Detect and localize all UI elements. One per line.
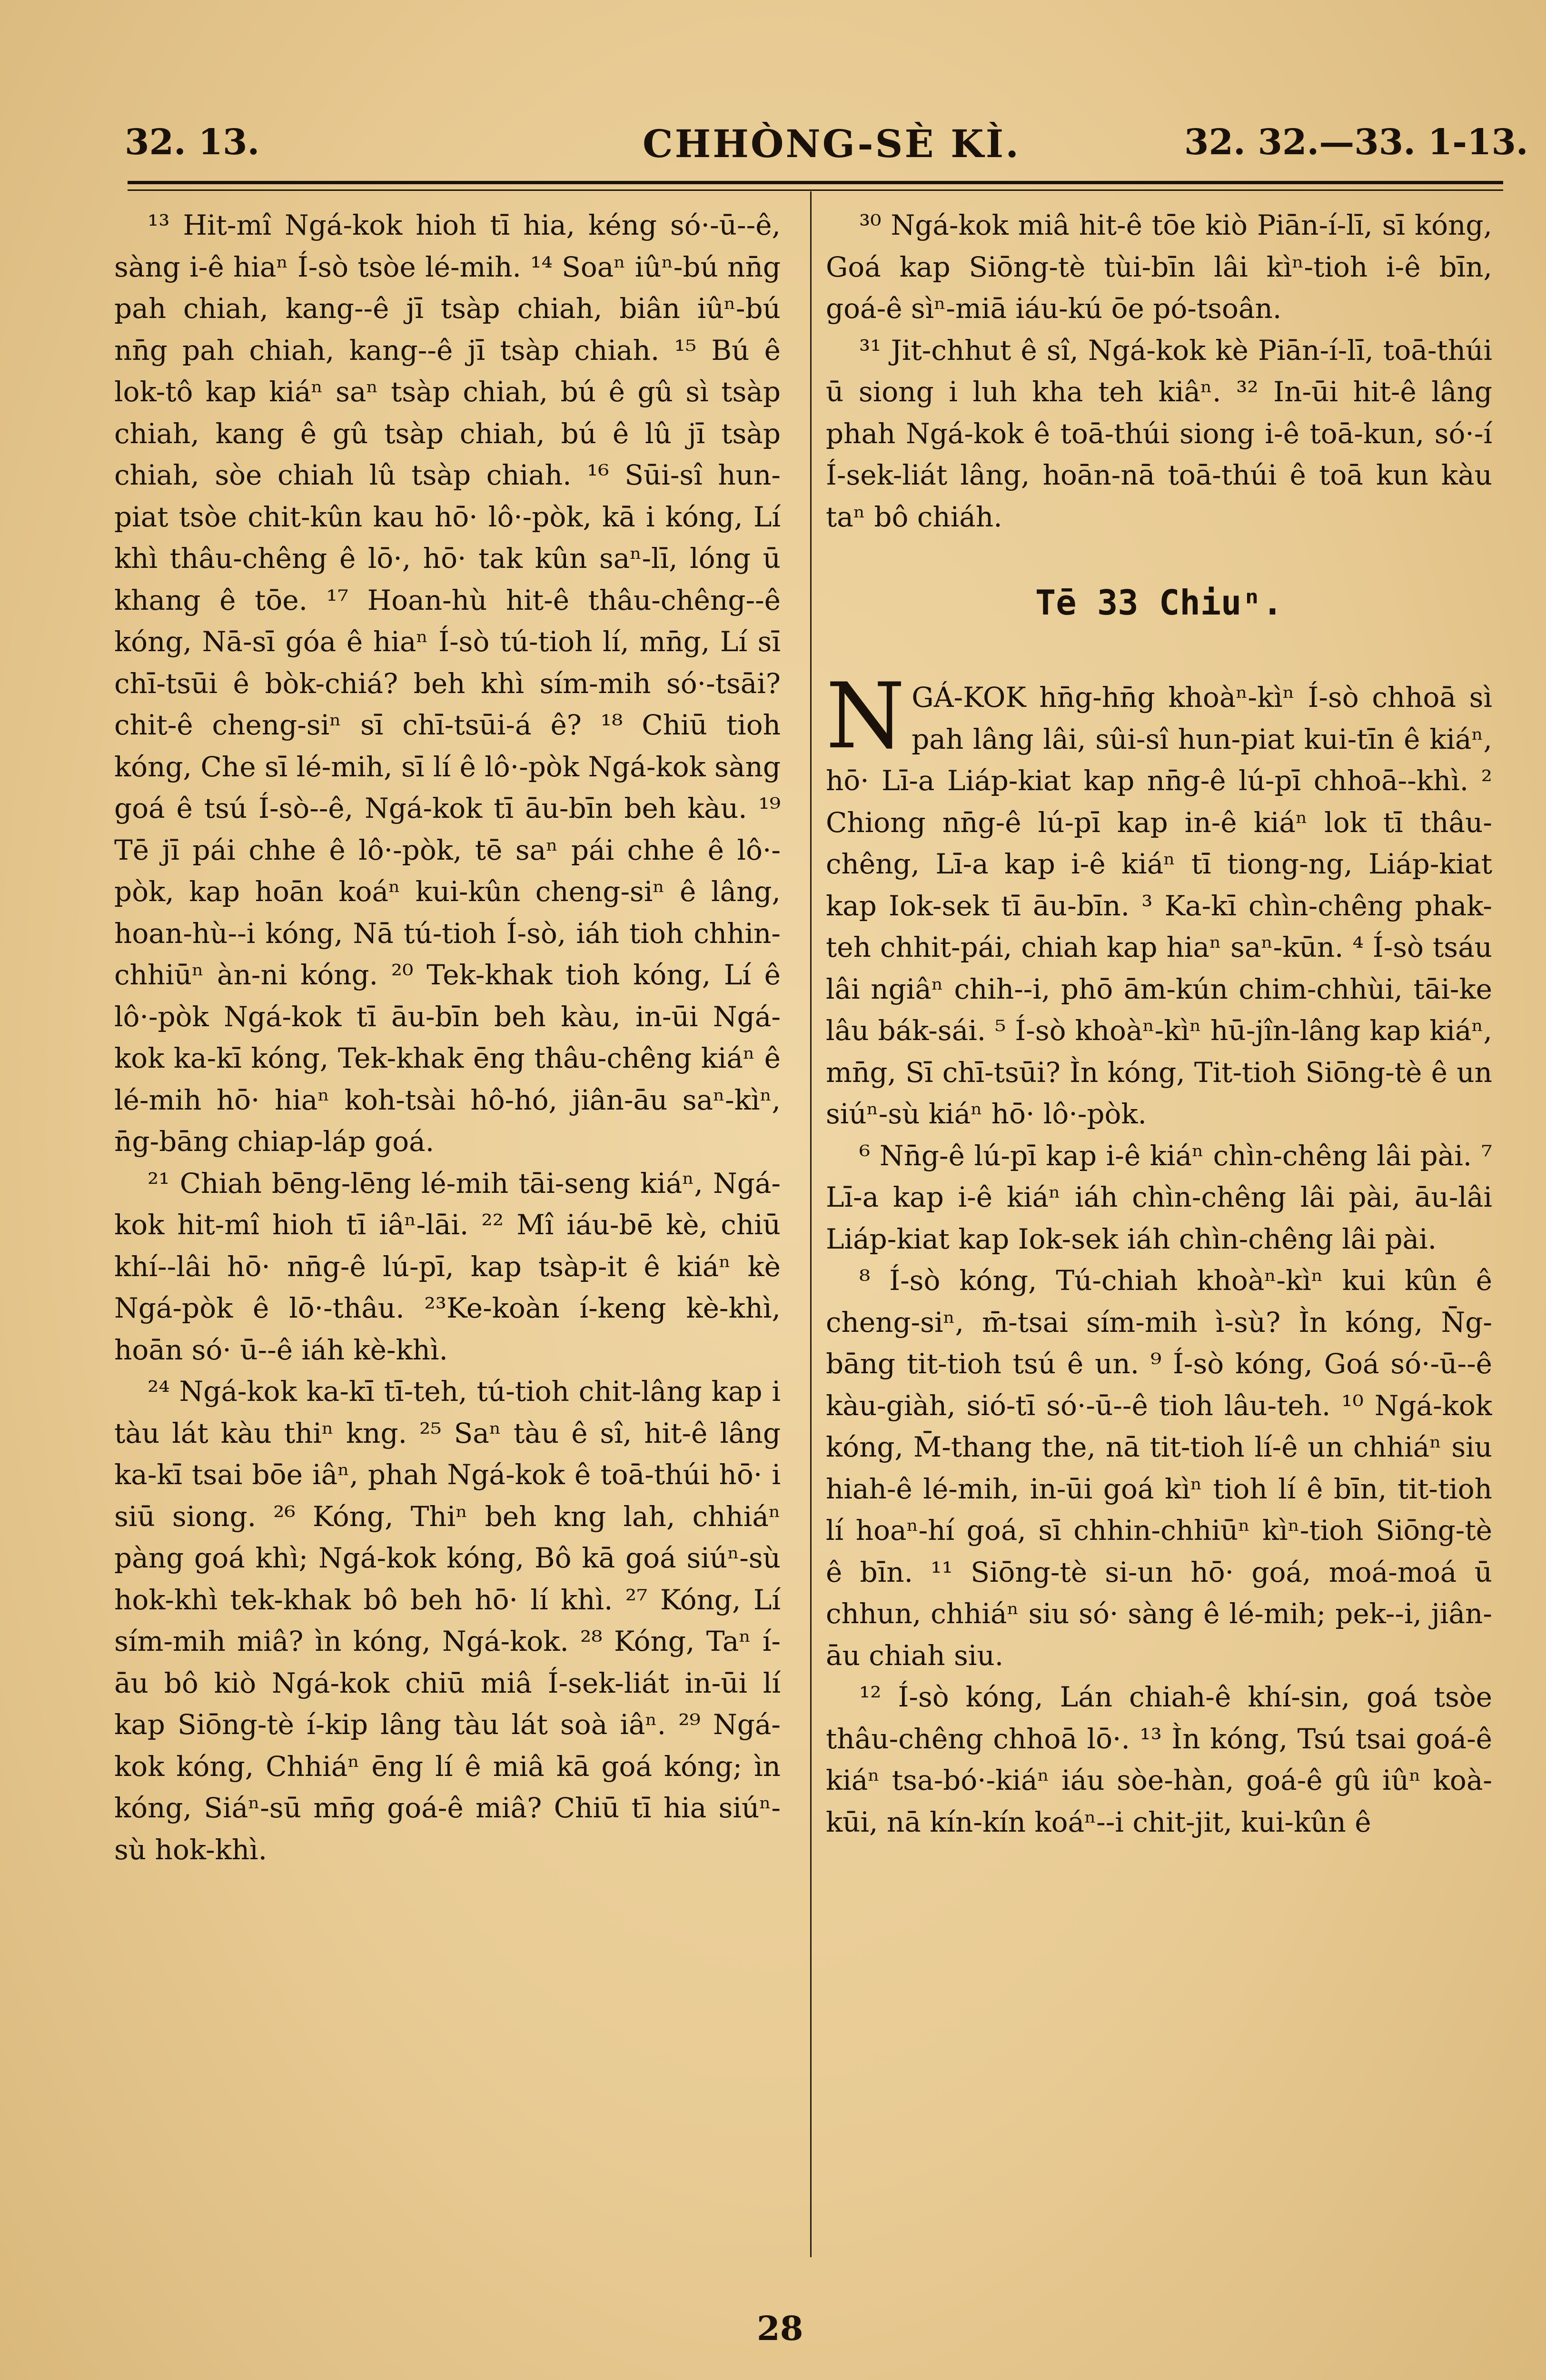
paragraph: ³¹ Jit-chhut ê sî, Ngá-kok kè Piān-í-lī, toā-thúi ū siong i luh kha teh kiâⁿ. ³² In-ūi hit-ê lâng phah Ngá-kok ê toā-thúi siong i-ê toā-kun, só·-í Í-sek-liát lâng, hoān-nā toā-thúi ê toā kun kàu taⁿ bô chiáh. [826,334,1492,533]
paragraph: ⁶ Nn̄g-ê lú-pī kap i-ê kiáⁿ chìn-chêng lâi pài. ⁷ Lī-a kap i-ê kiáⁿ iáh chìn-chêng lâi pài, āu-lâi Liáp-kiat kap Iok-sek iáh chìn-chêng lâi pài. [826,1139,1492,1255]
paragraph: ³⁰ Ngá-kok miâ hit-ê tōe kiò Piān-í-lī, sī kóng, Goá kap Siōng-tè tùi-bīn lâi kìⁿ-tioh i-ê bīn, goá-ê sìⁿ-miā iáu-kú ōe pó-tsoân. [826,209,1492,325]
page-number: 28 [757,2309,803,2348]
paragraph: ¹³ Hit-mî Ngá-kok hioh tī hia, kéng só·-ū--ê, sàng i-ê hiaⁿ Í-sò tsòe lé-mih. ¹⁴ Soaⁿ iûⁿ-bú nn̄g pah chiah, kang--ê jī tsàp chiah, biân iûⁿ-bú nn̄g pah chiah, kang--ê jī tsàp chiah. ¹⁵ Bú ê lok-tô kap kiáⁿ saⁿ tsàp chiah, bú ê gû sì tsàp chiah, kang ê gû tsàp chiah, bú ê lû jī tsàp chiah, sòe chiah lû tsàp chiah. ¹⁶ Sūi-sî hun-piat tsòe chit-kûn kau hō· lô·-pòk, kā i kóng, Lí khì thâu-chêng ê lō·, hō· tak kûn saⁿ-lī, lóng ū khang ê tōe. ¹⁷ Hoan-hù hit-ê thâu-chêng--ê kóng, Nā-sī góa ê hiaⁿ Í-sò tú-tioh lí, mn̄g, Lí sī chī-tsūi ê bòk-chiá? beh khì sím-mih só·-tsāi? chit-ê cheng-siⁿ sī chī-tsūi-á ê? ¹⁸ Chiū tioh kóng, Che sī lé-mih, sī lí ê lô·-pòk Ngá-kok sàng goá ê tsú Í-sò--ê, Ngá-kok tī āu-bīn beh kàu. ¹⁹ Tē jī pái chhe ê lô·-pòk, tē saⁿ pái chhe ê lô·-pòk, kap hoān koáⁿ kui-kûn cheng-siⁿ ê lâng, hoan-hù--i kóng, Nā tú-tioh Í-sò, iáh tioh chhin-chhiūⁿ àn-ni kóng. ²⁰ Tek-khak tioh kóng, Lí ê lô·-pòk Ngá-kok tī āu-bīn beh kàu, in-ūi Ngá-kok ka-kī kóng, Tek-khak ēng thâu-chêng kiáⁿ ê lé-mih hō· hiaⁿ koh-tsài hô-hó, jiân-āu saⁿ-kìⁿ, n̄g-bāng chiap-láp goá. [114,209,781,1158]
header-book-title: CHHÒNG-SÈ KÌ. [643,121,1021,166]
first-paragraph-text: GÁ-KOK hn̄g-hn̄g khoàⁿ-kìⁿ Í-sò chhoā sì pah lâng lâi, sûi-sî hun-piat kui-tīn ê kiáⁿ, hō· Lī-a Liáp-kiat kap nn̄g-ê lú-pī chhoā--khì. ² Chiong nn̄g-ê lú-pī kap in-ê kiáⁿ lok tī thâu-chêng, Lī-a kap i-ê kiáⁿ tī tiong-ng, Liáp-kiat kap Iok-sek tī āu-bīn. ³ Ka-kī chìn-chêng phak-teh chhit-pái, chiah kap hiaⁿ saⁿ-kūn. ⁴ Í-sò tsáu lâi ngiâⁿ chih--i, phō ām-kún chim-chhùi, tāi-ke lâu bák-sái. ⁵ Í-sò khoàⁿ-kìⁿ hū-jîn-lâng kap kiáⁿ, mn̄g, Sī chī-tsūi? Ìn kóng, Tit-tioh Siōng-tè ê un siúⁿ-sù kiáⁿ hō· lô·-pòk. [826,681,1492,1130]
header-verse-range-right: 32. 32.—33. 1-13. [1184,122,1528,163]
column-separator [810,191,812,2257]
header-rule-thin [128,189,1503,191]
paragraph: ⁸ Í-sò kóng, Tú-chiah khoàⁿ-kìⁿ kui kûn ê cheng-siⁿ, m̄-tsai sím-mih ì-sù? Ìn kóng, N̄g-bāng tit-tioh tsú ê un. ⁹ Í-sò kóng, Goá só·-ū--ê kàu-giàh, sió-tī só·-ū--ê tioh lâu-teh. ¹⁰ Ngá-kok kóng, M̄-thang the, nā tit-tioh lí-ê un chhiáⁿ siu hiah-ê lé-mih, in-ūi goá kìⁿ tioh lí ê bīn, tit-tioh lí hoaⁿ-hí goá, sī chhin-chhiūⁿ kìⁿ-tioh Siōng-tè ê bīn. ¹¹ Siōng-tè si-un hō· goá, moá-moá ū chhun, chhiáⁿ siu só· sàng ê lé-mih; pek--i, jiân-āu chiah siu. [826,1264,1492,1672]
drop-cap: N [826,664,905,769]
chapter-first-paragraph [826,664,1492,1135]
header-rule-thick [128,181,1503,184]
chapter-heading: Tē 33 Chiuⁿ. [1035,583,1283,623]
left-column [114,205,781,2251]
paragraph: ¹² Í-sò kóng, Lán chiah-ê khí-sin, goá tsòe thâu-chêng chhoā lō·. ¹³ Ìn kóng, Tsú tsai goá-ê kiáⁿ tsa-bó·-kiáⁿ iáu sòe-hàn, goá-ê gû iûⁿ koà-kūi, nā kín-kín koáⁿ--i chit-jit, kui-kûn ê [826,1681,1492,1838]
paragraph: ²¹ Chiah bēng-lēng lé-mih tāi-seng kiáⁿ, Ngá-kok hit-mî hioh tī iâⁿ-lāi. ²² Mî iáu-bē kè, chiū khí--lâi hō· nn̄g-ê lú-pī, kap tsàp-it ê kiáⁿ kè Ngá-pòk ê lō·-thâu. ²³Ke-koàn í-keng kè-khì, hoān só· ū--ê iáh kè-khì. [114,1167,781,1366]
header-verse-range-left: 32. 13. [125,122,260,163]
right-column [826,205,1492,2251]
paragraph: ²⁴ Ngá-kok ka-kī tī-teh, tú-tioh chit-lâng kap i tàu lát kàu thiⁿ kng. ²⁵ Saⁿ tàu ê sî, hit-ê lâng ka-kī tsai bōe iâⁿ, phah Ngá-kok ê toā-thúi hō· i siū siong. ²⁶ Kóng, Thiⁿ beh kng lah, chhiáⁿ pàng goá khì; Ngá-kok kóng, Bô kā goá siúⁿ-sù hok-khì tek-khak bô beh hō· lí khì. ²⁷ Kóng, Lí sím-mih miâ? ìn kóng, Ngá-kok. ²⁸ Kóng, Taⁿ í-āu bô kiò Ngá-kok chiū miâ Í-sek-liát in-ūi lí kap Siōng-tè í-kip lâng tàu lát soà iâⁿ. ²⁹ Ngá-kok kóng, Chhiáⁿ ēng lí ê miâ kā goá kóng; ìn kóng, Siáⁿ-sū mn̄g goá-ê miâ? Chiū tī hia siúⁿ-sù hok-khì. [114,1375,781,1866]
